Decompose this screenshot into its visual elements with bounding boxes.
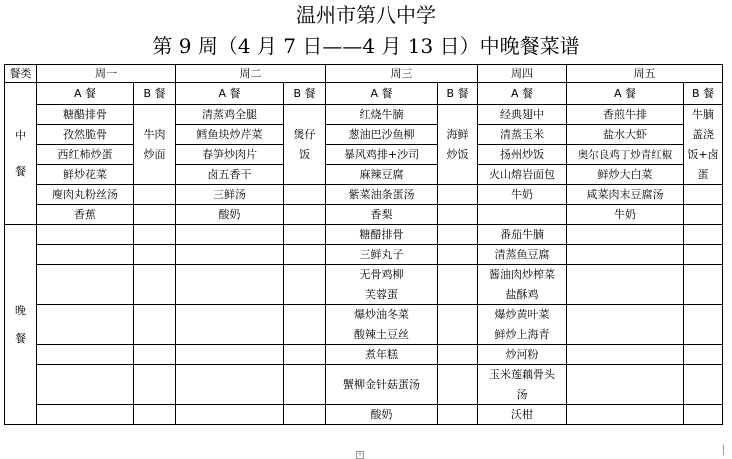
empty-cell <box>37 305 134 345</box>
dish-cell: 煮年糕 <box>326 345 438 365</box>
empty-cell <box>684 185 723 205</box>
empty-cell <box>438 245 478 265</box>
fri-b-line-3: 饭+卤 <box>687 147 719 161</box>
empty-cell <box>567 305 684 345</box>
dish-cell: 鲜炒大白菜 <box>567 165 684 185</box>
dish-cell: 清蒸鱼豆腐 <box>478 245 567 265</box>
empty-cell <box>284 365 326 405</box>
empty-cell <box>284 305 326 345</box>
empty-cell <box>567 245 684 265</box>
empty-cell <box>134 185 176 205</box>
dish-cell: 酸奶 <box>326 405 438 425</box>
dinner-label-char-2: 餐 <box>15 331 26 345</box>
dish-cell: 牛奶 <box>478 185 567 205</box>
dish-cell-double <box>478 365 567 405</box>
tue-b-line-1: 煲仔 <box>293 127 316 141</box>
empty-cell <box>37 365 134 405</box>
empty-cell <box>284 205 326 225</box>
dish-cell: 紫菜油条蛋汤 <box>326 185 438 205</box>
empty-cell <box>176 265 284 305</box>
dish-line: 玉米莲藕骨头 <box>489 367 555 381</box>
thu-a-header: A 餐 <box>478 83 567 105</box>
tue-b-header: B 餐 <box>284 83 326 105</box>
fri-b-line-2: 盖浇 <box>692 127 714 141</box>
empty-cell <box>176 305 284 345</box>
empty-cell <box>284 265 326 305</box>
tue-b-line-2: 饭 <box>299 147 310 161</box>
wed-b-header: B 餐 <box>438 83 478 105</box>
lunch-label <box>5 83 37 225</box>
empty-cell <box>176 225 284 245</box>
day-header-mon: 周一 <box>37 65 176 83</box>
mon-a-header: A 餐 <box>37 83 134 105</box>
tue-a-header: A 餐 <box>176 83 284 105</box>
empty-cell <box>176 365 284 405</box>
empty-cell <box>284 405 326 425</box>
lunch-label-char-1: 中 <box>15 128 26 142</box>
dish-line: 爆炒油冬菜 <box>354 307 409 321</box>
empty-cell <box>684 365 723 405</box>
dish-line: 无骨鸡柳 <box>359 267 404 281</box>
dish-cell: 清蒸鸡全腿 <box>176 105 284 125</box>
empty-cell <box>37 245 134 265</box>
empty-cell <box>567 265 684 305</box>
dish-line: 爆炒黄叶菜 <box>494 307 550 321</box>
page-edge-mark <box>723 445 732 455</box>
empty-cell <box>567 365 684 405</box>
dish-cell: 奥尔良鸡丁炒青红椒 <box>567 145 684 165</box>
dish-cell: 葱油巴沙鱼柳 <box>326 125 438 145</box>
dish-line: 汤 <box>516 387 528 401</box>
empty-cell <box>134 265 176 305</box>
empty-cell <box>176 405 284 425</box>
wed-b-line-1: 海鲜 <box>446 127 469 141</box>
empty-cell <box>684 225 723 245</box>
mon-b-line-1: 牛肉 <box>143 127 166 141</box>
dish-cell: 西红柿炒蛋 <box>37 145 134 165</box>
empty-cell <box>684 205 723 225</box>
empty-cell <box>176 345 284 365</box>
dish-cell: 牛奶 <box>567 205 684 225</box>
empty-cell <box>438 185 478 205</box>
empty-cell <box>37 345 134 365</box>
menu-table <box>4 64 723 425</box>
empty-cell <box>134 365 176 405</box>
dish-cell-double <box>478 305 567 345</box>
lunch-label-char-2: 餐 <box>15 164 26 178</box>
dish-cell: 酸奶 <box>176 205 284 225</box>
dish-cell: 孜然脆骨 <box>37 125 134 145</box>
tue-b-dish <box>284 105 326 185</box>
empty-cell <box>567 345 684 365</box>
dish-cell: 三鲜汤 <box>176 185 284 205</box>
dish-cell: 扬州炒饭 <box>478 145 567 165</box>
dish-cell: 鳕鱼块炒芹菜 <box>176 125 284 145</box>
dish-cell: 咸菜肉末豆腐汤 <box>567 185 684 205</box>
empty-cell <box>684 345 723 365</box>
category-header: 餐类 <box>5 65 37 83</box>
dish-cell: 廋肉丸粉丝汤 <box>37 185 134 205</box>
dish-line: 酸辣土豆丝 <box>354 327 409 341</box>
dish-cell-double <box>478 265 567 305</box>
wed-b-line-2: 炒饭 <box>446 147 469 161</box>
fri-b-dish <box>684 105 723 185</box>
dish-cell: 炒河粉 <box>478 345 567 365</box>
empty-cell <box>37 265 134 305</box>
empty-cell <box>438 345 478 365</box>
mon-b-header: B 餐 <box>134 83 176 105</box>
dish-cell: 经典翅中 <box>478 105 567 125</box>
dish-cell-double <box>326 305 438 345</box>
empty-cell <box>134 405 176 425</box>
empty-cell <box>134 245 176 265</box>
wed-a-header: A 餐 <box>326 83 438 105</box>
empty-cell <box>478 205 567 225</box>
menu-title: 第 9 周（4 月 7 日——4 月 13 日）中晚餐菜谱 <box>152 34 580 58</box>
empty-cell <box>134 205 176 225</box>
empty-cell <box>438 265 478 305</box>
empty-cell <box>284 185 326 205</box>
dish-cell: 红烧牛腩 <box>326 105 438 125</box>
empty-cell <box>134 345 176 365</box>
mon-b-dish <box>134 105 176 185</box>
empty-cell <box>284 225 326 245</box>
dinner-label <box>5 225 37 425</box>
empty-cell <box>438 205 478 225</box>
dish-cell-double <box>326 265 438 305</box>
mon-b-line-2: 炒面 <box>143 147 166 161</box>
empty-cell <box>567 225 684 245</box>
empty-cell <box>684 265 723 305</box>
day-header-tue: 周二 <box>176 65 326 83</box>
dish-cell: 暴风鸡排+沙司 <box>326 145 438 165</box>
dish-line: 酱油肉炒榨菜 <box>489 267 555 281</box>
empty-cell <box>438 405 478 425</box>
empty-cell <box>684 405 723 425</box>
dish-cell: 香煎牛排 <box>567 105 684 125</box>
fri-a-header: A 餐 <box>567 83 684 105</box>
dish-cell: 糖醋排骨 <box>37 105 134 125</box>
empty-cell <box>37 405 134 425</box>
empty-cell <box>284 245 326 265</box>
fri-b-line-4: 蛋 <box>697 167 709 181</box>
dish-cell: 番茄牛腩 <box>478 225 567 245</box>
dish-cell: 鲜炒花菜 <box>37 165 134 185</box>
day-header-thu: 周四 <box>478 65 567 83</box>
day-header-wed: 周三 <box>326 65 478 83</box>
dish-cell: 香蕉 <box>37 205 134 225</box>
fri-b-header: B 餐 <box>684 83 723 105</box>
dish-cell: 香梨 <box>326 205 438 225</box>
empty-cell <box>134 225 176 245</box>
dish-cell: 清蒸玉米 <box>478 125 567 145</box>
dish-cell: 火山熔岩面包 <box>478 165 567 185</box>
dish-cell: 卤五香干 <box>176 165 284 185</box>
dish-cell: 沃柑 <box>478 405 567 425</box>
table-move-handle[interactable]: + <box>357 451 363 458</box>
dish-cell: 麻辣豆腐 <box>326 165 438 185</box>
empty-cell <box>684 305 723 345</box>
wed-b-dish <box>438 105 478 185</box>
empty-cell <box>438 225 478 245</box>
empty-cell <box>284 345 326 365</box>
empty-cell <box>684 245 723 265</box>
dinner-label-char-1: 晚 <box>15 303 26 317</box>
dish-line: 芙蓉蛋 <box>365 287 398 301</box>
dish-cell: 春笋炒肉片 <box>176 145 284 165</box>
empty-cell <box>134 305 176 345</box>
day-header-fri: 周五 <box>567 65 723 83</box>
dish-cell: 糖醋排骨 <box>326 225 438 245</box>
empty-cell <box>567 405 684 425</box>
empty-cell <box>438 365 478 405</box>
school-name: 温州市第八中学 <box>296 3 436 27</box>
dish-cell: 盐水大虾 <box>567 125 684 145</box>
dish-line: 盐酥鸡 <box>505 287 539 301</box>
empty-cell <box>37 225 134 245</box>
dish-cell: 蟹柳金针菇蛋汤 <box>326 365 438 405</box>
empty-cell <box>176 245 284 265</box>
empty-cell <box>438 305 478 345</box>
fri-b-line-1: 牛腩 <box>692 107 714 121</box>
dish-line: 鲜炒上海青 <box>494 327 550 341</box>
dish-cell: 三鲜丸子 <box>326 245 438 265</box>
